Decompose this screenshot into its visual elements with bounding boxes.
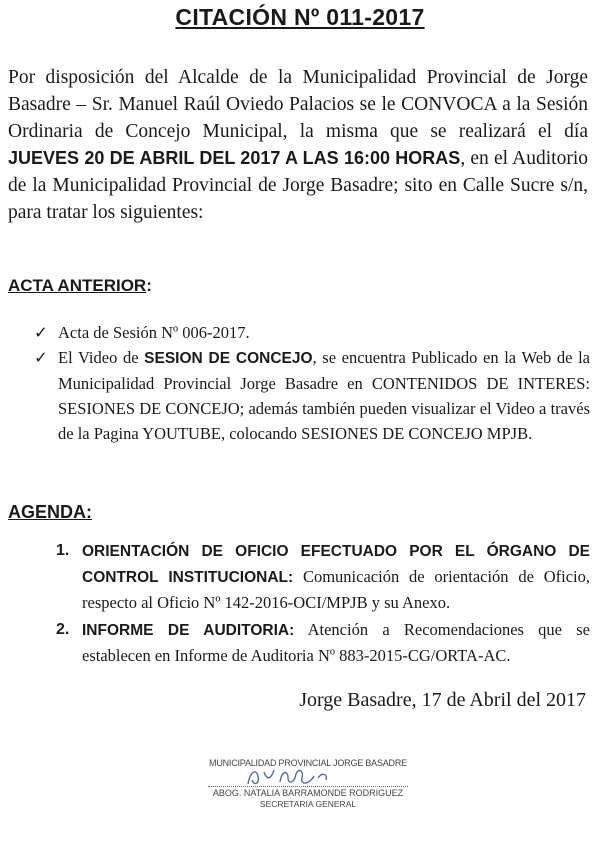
acta-item-text-after: , se encuentra Publicado en la Web de la Municipalidad Provincial Jorge Basadre en CONTENIDOS DE INTERES: SESIONES DE CONCEJO; además también pueden visualizar el Video a través de la Pagina YOUTUBE, colocando SESIONES DE CONCEJO MPJB. [58,348,590,443]
signature-stamp [208,758,408,818]
acta-item-text: Acta de Sesión Nº 006-2017. [58,323,250,342]
date-line: Jorge Basadre, 17 de Abril del 2017 [299,689,586,711]
acta-item-bold: SESION DE CONCEJO [144,350,313,367]
acta-item-text: El Video de [58,348,145,367]
list-item [34,345,590,446]
agenda-item-title: ORIENTACIÓN DE OFICIO EFECTUADO POR EL ÓRGANO DE CONTROL INSTITUCIONAL: [82,543,590,586]
intro-paragraph [8,64,588,226]
stamp-name: ABOG. NATALIA BARRAMONDE RODRIGUEZ [208,786,408,798]
agenda-item [56,617,590,668]
agenda-item-title: INFORME DE AUDITORIA: [82,622,295,639]
list-item [34,320,590,345]
agenda-item-text: Atención a Recomendaciones que se establecen en Informe de Auditoria Nº 883-2015-CG/ORTA-AC. [82,620,590,665]
agenda-item-number: 1. [56,542,70,559]
agenda-item-text: Comunicación de orientación de Oficio, respecto al Oficio Nº 142-2016-OCI/MPJB y su Anexo. [82,567,590,612]
checkmark-icon: ✓ [34,323,48,342]
stamp-role: SECRETARIA GENERAL [259,799,357,809]
intro-text-2: , en el Auditorio de la Municipalidad Provincial de Jorge Basadre; sito en Calle Sucre s/n, para tratar los siguientes: [8,148,589,223]
checkmark-icon: ✓ [34,348,48,367]
acta-anterior-heading: ACTA ANTERIOR: [8,276,152,295]
agenda-heading: AGENDA: [8,502,93,522]
intro-date-time: JUEVES 20 DE ABRIL DEL 2017 A LAS 16:00 HORAS [8,148,461,168]
acta-anterior-heading-text: ACTA ANTERIOR [8,276,147,295]
document-title: CITACIÓN Nº 011-2017 [175,4,425,30]
agenda-item-number: 2. [56,621,70,638]
stamp-organization: MUNICIPALIDAD PROVINCIAL JORGE BASADRE [209,758,407,768]
agenda-item [56,538,590,615]
agenda-heading-text: AGENDA [8,502,87,522]
agenda-list [56,538,590,670]
acta-anterior-list [34,320,590,446]
intro-text-1: Por disposición del Alcalde de la Municipalidad Provincial de Jorge Basadre – Sr. Manuel Raúl Oviedo Palacios se le CONVOCA a la Sesión Ordinaria de Concejo Municipal, la misma que se realizará el día [8,67,588,142]
